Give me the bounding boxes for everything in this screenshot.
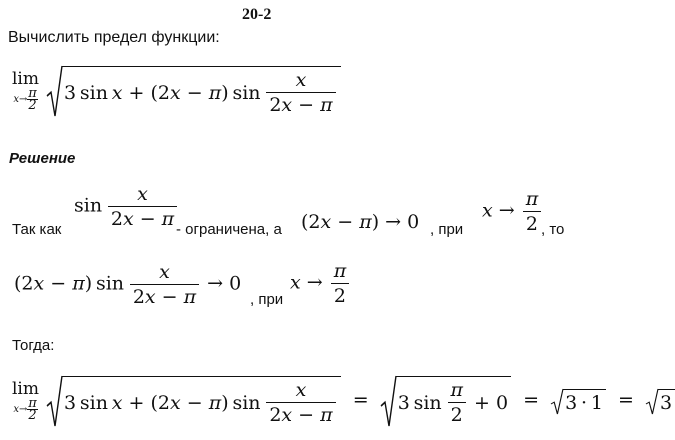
- square-root: 3 sin x + (2 x − π ) sin $\frac{x}{2x - \pi}$: [47, 66, 341, 116]
- then-heading: Тогда:: [12, 337, 55, 354]
- x-tends-to-pi-half: x → $\frac{\pi}{2}$: [482, 188, 543, 235]
- tends-to-zero: (2x − π) → 0: [301, 211, 420, 233]
- bounded-factor: sin $\frac{x}{2x - \pi}$: [74, 183, 179, 230]
- radical-sign-icon: [551, 389, 563, 414]
- intro-text: Так как: [12, 221, 62, 238]
- lim-operator-2: lim x→ $\frac{\pi}{2}$: [12, 379, 39, 423]
- final-formula: lim x→ $\frac{\pi}{2}$ 3 sin x + (2 x − π ) sin $\frac{x}{2x - \pi}$ = 3 sin $\frac{\pi}{2}$ + 0 = 3 · 1 = 3: [12, 376, 675, 426]
- then-text: , то: [541, 221, 565, 238]
- solution-heading: Решение: [9, 150, 76, 167]
- bounded-text: - ограничена, а: [176, 221, 282, 238]
- task-statement: Вычислить предел функции:: [8, 29, 220, 46]
- radical-sign-icon: [381, 376, 396, 426]
- when-text: , при: [430, 221, 464, 238]
- limit-formula: [12, 66, 341, 116]
- when-text-2: , при: [250, 291, 284, 308]
- radical-sign-icon: [47, 66, 62, 116]
- radical-sign-icon: [646, 389, 658, 414]
- radical-sign-icon: [47, 376, 62, 426]
- problem-number: 20-2: [242, 6, 272, 23]
- lim-operator: lim x→ $\frac{\pi}{2}$: [12, 69, 39, 113]
- product-limit: (2x − π) sin $\frac{x}{2x - \pi}$ → 0: [14, 261, 242, 308]
- x-tends-to-pi-half-2: x → $\frac{\pi}{2}$: [290, 260, 351, 307]
